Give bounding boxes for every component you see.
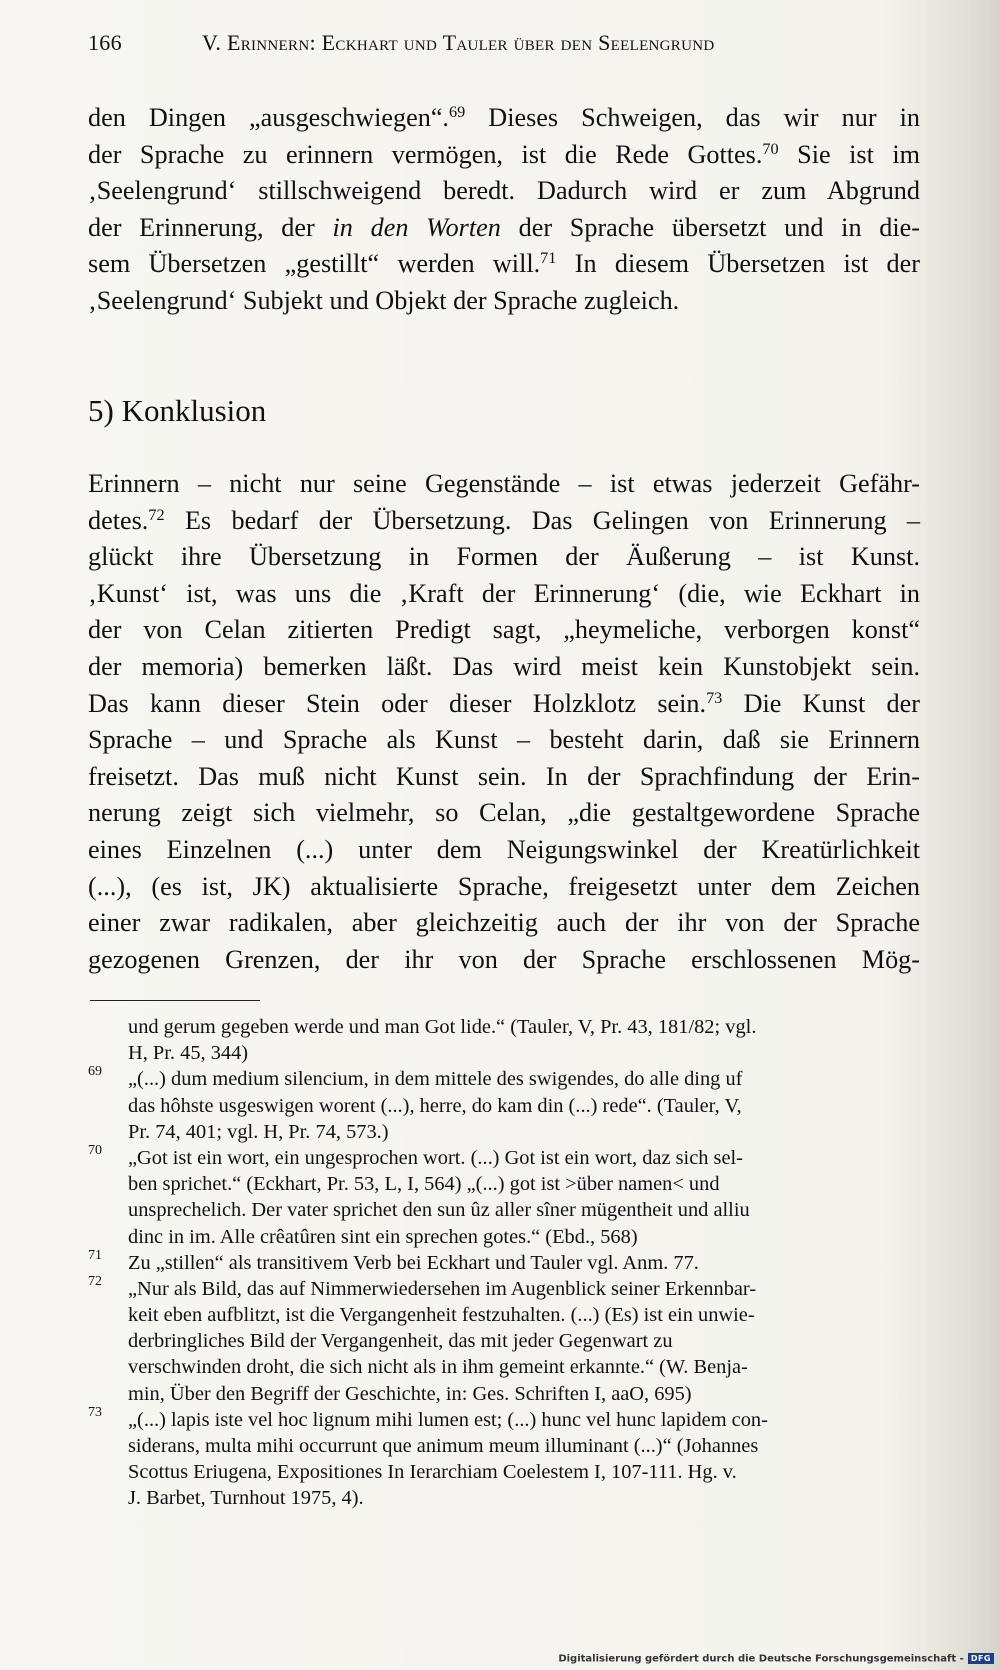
text-line: gezogenen Grenzen, der ihr von der Sprache erschlossenen Mög-: [88, 944, 920, 974]
running-head: V. Erinnern: Eckhart und Tauler über den Seelengrund: [202, 30, 715, 55]
footnote-ref-71[interactable]: 71: [540, 249, 557, 268]
footnote-70: 70 „Got ist ein wort, ein ungesprochen wort. (...) Got ist ein wort, daz sich sel- ben sprichet.“ (Eckhart, Pr. 53, L, I, 564) „(...) got ist >über namen< und unsprechelich. Der vater sprichet den sun ûz aller sîner mügentheit und alliu dinc in im. Alle crêatûren sint ein sprechen gotes.“ (Ebd., 568): [88, 1142, 750, 1248]
page-header: [88, 30, 920, 64]
footnote-separator: [90, 1000, 260, 1001]
footnote-72: 72 „Nur als Bild, das auf Nimmerwiedersehen im Augenblick seiner Erkennbar- keit eben aufblitzt, ist die Vergangenheit festzuhalten. (...) (Es) ist ein unwie- derbringliches Bild der Vergangenheit, das mit jeder Gegenwart zu verschwinden droht, die sich nicht als in ihm gemeint erkannte.“ (W. Benja- min, Über den Begriff der Geschichte, in: Ges. Schriften I, aaO, 695): [88, 1273, 757, 1405]
footnote-number: 71: [88, 1247, 102, 1263]
page-number: 166: [88, 30, 122, 55]
footnote-continued: und gerum gegeben werde und man Got lide.“ (Tauler, V, Pr. 43, 181/82; vgl. H, Pr. 45, 344): [128, 1016, 757, 1065]
text-line: Das kann dieser Stein oder dieser Holzklotz sein.$^{73}$ Die Kunst der: [88, 688, 920, 718]
footnote-ref-70[interactable]: 70: [762, 139, 779, 158]
footnote-number: 73: [88, 1404, 102, 1420]
text-line: ‚Kunst‘ ist, was uns die ‚Kraft der Erinnerung‘ (die, wie Eckhart in: [88, 578, 920, 608]
digitization-footer: [558, 1653, 994, 1665]
paragraph-conclusion: [88, 466, 920, 978]
emphasis: in den Worten: [332, 212, 501, 242]
footnote-number: 69: [88, 1064, 102, 1080]
text-line: der memoria) bemerken läßt. Das wird meist kein Kunstobjekt sein.: [88, 651, 920, 681]
footnote-69: 69 „(...) dum medium silencium, in dem mittele des swigendes, do alle ding uf das hôhste usgeswigen worent (...), herre, do kam din (...) rede“. (Tauler, V, Pr. 74, 401; vgl. H, Pr. 74, 573.): [88, 1064, 743, 1143]
text-line: glückt ihre Übersetzung in Formen der Äußerung – ist Kunst.: [88, 542, 920, 572]
text-line: sem Übersetzen „gestillt“ werden will.$^{71}$ In diesem Übersetzen ist der: [88, 249, 920, 279]
text-line: ‚Seelengrund‘ stillschweigend beredt. Dadurch wird er zum Abgrund: [88, 176, 920, 206]
text-line: der von Celan zitierten Predigt sagt, „heymeliche, verborgen konst“: [88, 615, 920, 645]
footer-text: Digitalisierung gefördert durch die Deutsche Forschungsgemeinschaft -: [558, 1653, 964, 1665]
section-heading: 5) Konklusion: [88, 393, 267, 428]
text-line: detes.$^{72}$ Es bedarf der Übersetzung. Das Gelingen von Erinnerung –: [88, 505, 920, 535]
footnote-number: 70: [88, 1142, 102, 1158]
text-line: der Erinnerung, der in den Worten der Sprache übersetzt und in die-: [88, 212, 921, 242]
footnotes: [88, 1014, 928, 1512]
text-line: der Sprache zu erinnern vermögen, ist die Rede Gottes.$^{70}$ Sie ist im: [88, 139, 920, 169]
text-line: ‚Seelengrund‘ Subjekt und Objekt der Sprache zugleich.: [88, 285, 680, 315]
text-line: den Dingen „ausgeschwiegen“.$^{69}$ Dieses Schweigen, das wir nur in: [88, 103, 920, 132]
footnote-ref-73[interactable]: 73: [706, 688, 723, 707]
dfg-logo: DFG: [968, 1653, 994, 1664]
text-line: eines Einzelnen (...) unter dem Neigungswinkel der Kreatürlichkeit: [88, 834, 920, 864]
text-line: (...), (es ist, JK) aktualisierte Sprache, freigesetzt unter dem Zeichen: [88, 871, 920, 901]
text-line: freisetzt. Das muß nicht Kunst sein. In der Sprachfindung der Erin-: [88, 761, 920, 791]
footnote-ref-69[interactable]: 69: [448, 103, 466, 122]
footnote-number: 72: [88, 1273, 102, 1289]
text-line: nerung zeigt sich vielmehr, so Celan, „die gestaltgewordene Sprache: [88, 798, 920, 828]
text-line: Sprache – und Sprache als Kunst – besteht darin, daß sie Erinnern: [88, 725, 920, 755]
footnote-73: 73 „(...) lapis iste vel hoc lignum mihi lumen est; (...) hunc vel hunc lapidem con- siderans, multa mihi occurrunt que animum meum illuminant (...)“ (Johannes Scottus Eriugena, Expositiones In Ierarchiam Coelestem I, 107-111. Hg. v. J. Barbet, Turnhout 1975, 4).: [88, 1404, 768, 1510]
paragraph-intro: [88, 100, 920, 320]
footnote-ref-72[interactable]: 72: [148, 505, 165, 524]
footnote-71: 71 Zu „stillen“ als transitivem Verb bei Eckhart und Tauler vgl. Anm. 77.: [88, 1247, 699, 1274]
text-line: einer zwar radikalen, aber gleichzeitig auch der ihr von der Sprache: [88, 908, 920, 938]
text-line: Erinnern – nicht nur seine Gegenstände – ist etwas jederzeit Gefähr-: [88, 469, 920, 498]
